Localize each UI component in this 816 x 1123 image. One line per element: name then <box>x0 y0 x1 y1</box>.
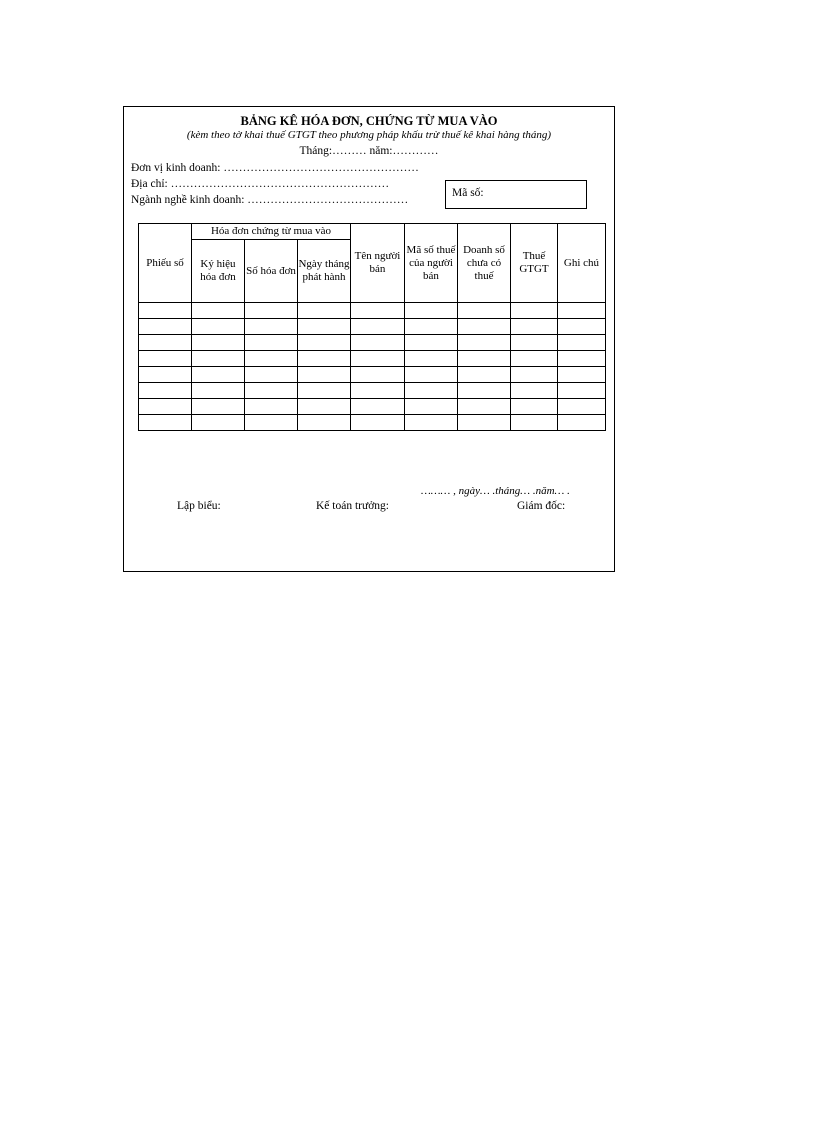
table-cell <box>139 319 192 335</box>
signature-chief-accountant: Kế toán trưởng: <box>316 500 389 512</box>
table-row <box>139 319 606 335</box>
table-cell <box>405 303 458 319</box>
business-sector-field: Ngành nghề kinh doanh: …………………………………… <box>131 194 409 206</box>
table-cell <box>139 335 192 351</box>
business-unit-field: Đơn vị kinh doanh: …………………………………………… <box>131 162 419 174</box>
signature-director: Giám đốc: <box>517 500 566 512</box>
table-cell <box>351 335 405 351</box>
table-row <box>139 415 606 431</box>
table-row <box>139 399 606 415</box>
col-invoice-no: Số hóa đơn <box>245 240 298 303</box>
table-cell <box>351 367 405 383</box>
table-cell <box>298 415 351 431</box>
table-cell <box>558 415 606 431</box>
col-note: Ghi chú <box>558 224 606 303</box>
table-cell <box>511 367 558 383</box>
table-cell <box>298 367 351 383</box>
table-cell <box>511 335 558 351</box>
table-cell <box>192 399 245 415</box>
table-cell <box>405 415 458 431</box>
table-cell <box>139 303 192 319</box>
table-cell <box>458 351 511 367</box>
date-line: ……… , ngày… .tháng… .năm… . <box>421 485 570 497</box>
table-cell <box>192 319 245 335</box>
table-cell <box>458 319 511 335</box>
table-cell <box>298 399 351 415</box>
table-cell <box>458 303 511 319</box>
table-cell <box>192 415 245 431</box>
table-cell <box>458 367 511 383</box>
table-cell <box>558 351 606 367</box>
table-cell <box>351 383 405 399</box>
table-cell <box>245 335 298 351</box>
table-cell <box>511 319 558 335</box>
table-cell <box>511 351 558 367</box>
col-invoice-symbol: Ký hiệu hóa đơn <box>192 240 245 303</box>
table-row <box>139 383 606 399</box>
table-cell <box>458 415 511 431</box>
table-cell <box>405 319 458 335</box>
table-cell <box>298 351 351 367</box>
table-cell <box>458 335 511 351</box>
table-cell <box>558 319 606 335</box>
table-cell <box>245 399 298 415</box>
table-cell <box>558 303 606 319</box>
address-field: Địa chỉ: ………………………………………………… <box>131 178 390 190</box>
table-cell <box>245 319 298 335</box>
form-title: BẢNG KÊ HÓA ĐƠN, CHỨNG TỪ MUA VÀO <box>240 114 498 128</box>
col-seller-tax-code: Mã số thuế của người bán <box>405 224 458 303</box>
table-cell <box>351 351 405 367</box>
table-cell <box>192 383 245 399</box>
table-cell <box>458 383 511 399</box>
table-cell <box>511 303 558 319</box>
col-voucher-no: Phiếu số <box>139 224 192 303</box>
table-cell <box>558 399 606 415</box>
table-cell <box>245 367 298 383</box>
table-cell <box>458 399 511 415</box>
table-cell <box>298 303 351 319</box>
table-cell <box>511 383 558 399</box>
table-cell <box>245 351 298 367</box>
table-cell <box>139 383 192 399</box>
table-cell <box>405 335 458 351</box>
table-cell <box>405 351 458 367</box>
table-cell <box>192 335 245 351</box>
table-cell <box>298 335 351 351</box>
table-cell <box>245 415 298 431</box>
table-row <box>139 367 606 383</box>
table-cell <box>192 367 245 383</box>
table-cell <box>139 415 192 431</box>
purchase-invoice-form <box>123 106 615 572</box>
table-cell <box>351 415 405 431</box>
table-cell <box>192 351 245 367</box>
table-cell <box>405 383 458 399</box>
form-subtitle: (kèm theo tờ khai thuế GTGT theo phương pháp khấu trừ thuế kê khai hàng tháng) <box>186 129 552 141</box>
invoice-table <box>138 223 606 431</box>
table-cell <box>139 399 192 415</box>
table-cell <box>298 319 351 335</box>
col-group-invoice: Hóa đơn chứng từ mua vào <box>192 224 351 240</box>
table-row <box>139 303 606 319</box>
table-cell <box>558 367 606 383</box>
table-cell <box>558 383 606 399</box>
table-cell <box>558 335 606 351</box>
signature-preparer: Lập biểu: <box>177 500 221 512</box>
table-cell <box>511 415 558 431</box>
col-vat: Thuế GTGT <box>511 224 558 303</box>
table-cell <box>405 367 458 383</box>
form-period: Tháng:……… năm:………… <box>299 145 439 157</box>
table-cell <box>192 303 245 319</box>
table-cell <box>139 351 192 367</box>
table-cell <box>351 319 405 335</box>
table-cell <box>351 303 405 319</box>
table-cell <box>245 383 298 399</box>
table-cell <box>405 399 458 415</box>
table-row <box>139 351 606 367</box>
table-cell <box>245 303 298 319</box>
table-cell <box>351 399 405 415</box>
table-row <box>139 335 606 351</box>
col-issue-date: Ngày tháng phát hành <box>298 240 351 303</box>
table-cell <box>511 399 558 415</box>
table-cell <box>139 367 192 383</box>
tax-code-box: Mã số: <box>445 180 587 209</box>
col-seller-name: Tên người bán <box>351 224 405 303</box>
table-cell <box>298 383 351 399</box>
col-revenue-excl-tax: Doanh số chưa có thuế <box>458 224 511 303</box>
